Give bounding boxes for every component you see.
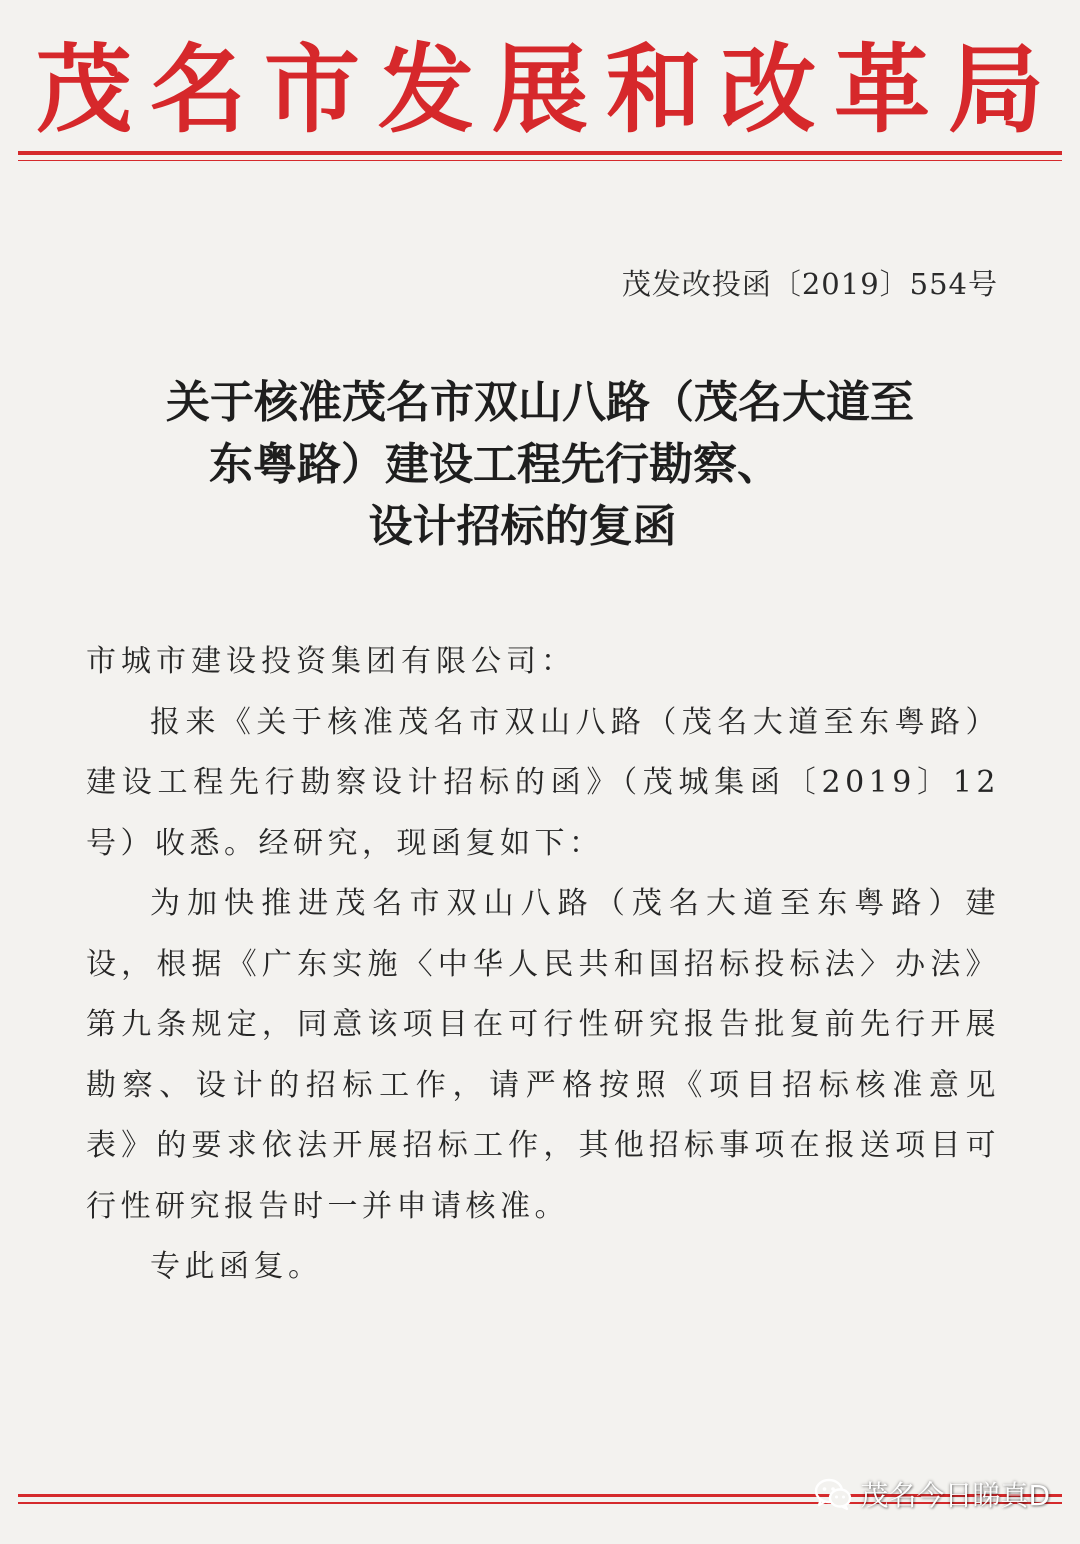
header-rule-thick bbox=[18, 151, 1062, 155]
title-line: 关于核准茂名市双山八路（茂名大道至 bbox=[166, 377, 914, 428]
agency-char: 茂 bbox=[36, 33, 132, 146]
title-line: 东粤路）建设工程先行勘察、 bbox=[209, 439, 781, 490]
wechat-watermark bbox=[814, 1474, 1050, 1514]
agency-char: 局 bbox=[948, 33, 1044, 146]
document-title bbox=[0, 372, 1080, 558]
agency-header bbox=[30, 30, 1050, 150]
document-body bbox=[86, 632, 1000, 1298]
agency-char: 名 bbox=[150, 33, 246, 146]
agency-char: 发 bbox=[378, 33, 474, 146]
body-paragraph: 报来《关于核准茂名市双山八路（茂名大道至东粤路）建设工程先行勘察设计招标的函》（茂城集函〔2019〕12号）收悉。经研究，现函复如下： bbox=[86, 704, 1000, 861]
header-rule-thin bbox=[18, 160, 1062, 161]
agency-char: 展 bbox=[492, 33, 588, 146]
agency-char: 革 bbox=[834, 33, 930, 146]
agency-char: 市 bbox=[264, 33, 360, 146]
document-number: 茂发改投函〔2019〕554号 bbox=[621, 267, 998, 301]
title-line: 设计招标的复函 bbox=[368, 501, 677, 552]
closing-line: 专此函复。 bbox=[150, 1249, 323, 1284]
agency-char: 和 bbox=[606, 33, 702, 146]
body-paragraph: 为加快推进茂名市双山八路（茂名大道至东粤路）建设，根据《广东实施〈中华人民共和国招标投标法〉办法》第九条规定，同意该项目在可行性研究报告批复前先行开展勘察、设计的招标工作，请严格按照《项目招标核准意见表》的要求依法开展招标工作，其他招标事项在报送项目可行性研究报告时一并申请核准。 bbox=[86, 886, 1000, 1224]
wechat-icon bbox=[814, 1477, 852, 1511]
watermark-text: 茂名今日睇真D bbox=[860, 1479, 1050, 1512]
salutation: 市城市建设投资集团有限公司： bbox=[86, 644, 576, 679]
agency-char: 改 bbox=[720, 33, 816, 146]
